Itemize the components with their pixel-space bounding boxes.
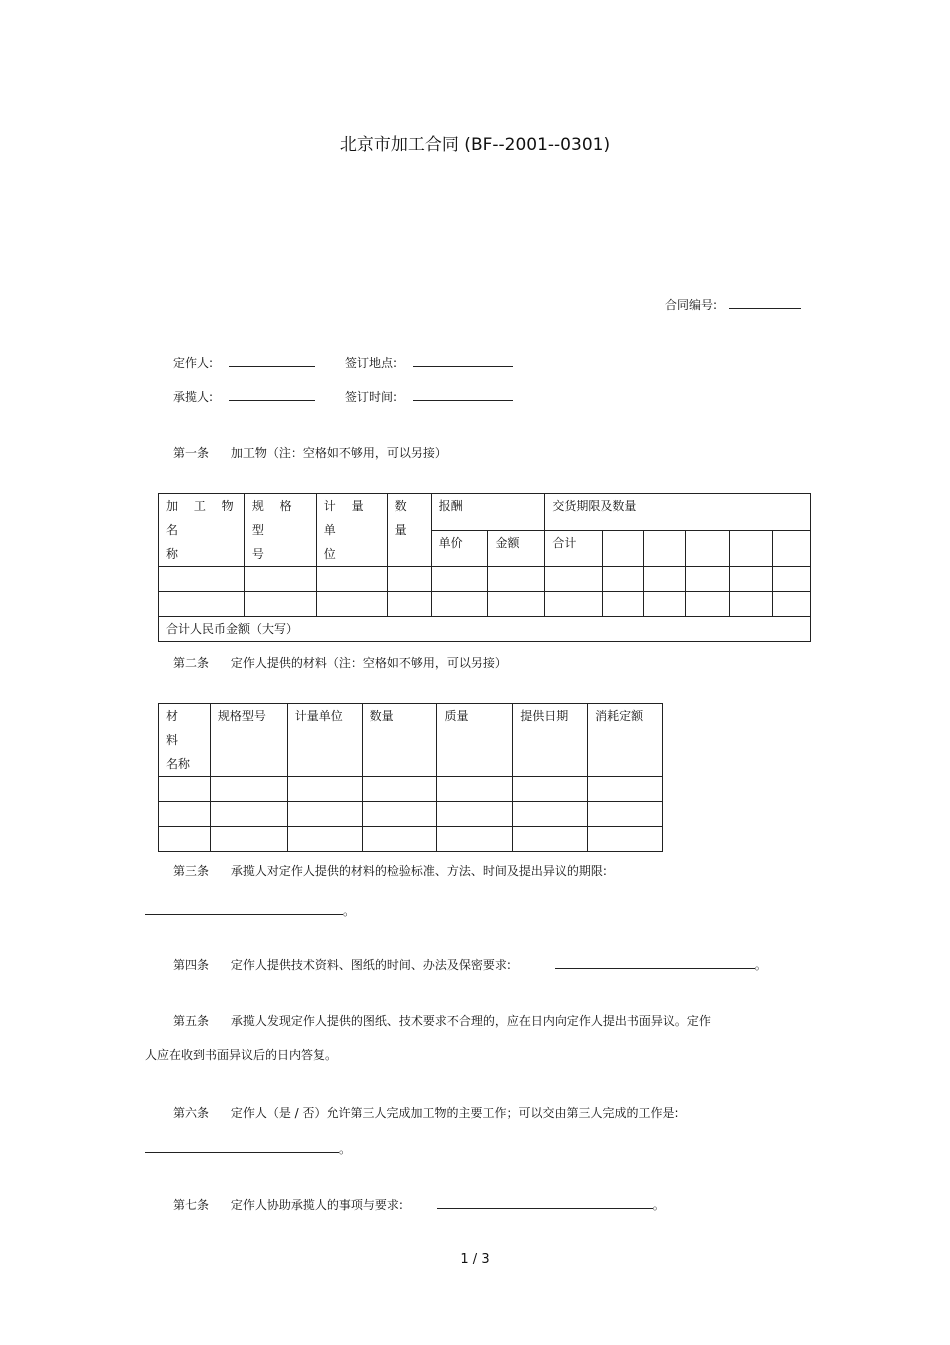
table-cell[interactable] bbox=[730, 567, 773, 592]
article-6-number: 第六条 bbox=[173, 1106, 210, 1120]
header-spec: 规 格 型 号 bbox=[244, 494, 316, 567]
table-cell[interactable] bbox=[244, 592, 316, 617]
table-cell[interactable] bbox=[686, 567, 730, 592]
table-cell[interactable] bbox=[644, 530, 686, 567]
header-unit-price: 单价 bbox=[431, 530, 488, 567]
table-cell[interactable] bbox=[437, 827, 513, 852]
article-1-text: 加工物（注：空格如不够用，可以另接） bbox=[230, 446, 447, 460]
table-row bbox=[159, 777, 663, 802]
article-4-blank[interactable] bbox=[555, 958, 755, 969]
article-7-number: 第七条 bbox=[173, 1198, 210, 1212]
signing-place-field bbox=[345, 354, 513, 371]
article-6-text: 定作人（是 / 否）允许第三人完成加工物的主要工作；可以交由第三人完成的工作是: bbox=[230, 1106, 679, 1120]
table-cell[interactable] bbox=[159, 802, 211, 827]
table-row bbox=[159, 567, 811, 592]
signing-place-blank[interactable] bbox=[413, 356, 513, 367]
header-consumption-quota: 消耗定额 bbox=[588, 704, 663, 777]
header-quantity: 数量 bbox=[362, 704, 437, 777]
document-title: 北京市加工合同 (BF--2001--0301) bbox=[339, 135, 611, 155]
table-cell[interactable] bbox=[287, 827, 362, 852]
table-cell[interactable] bbox=[772, 567, 810, 592]
header-unit: 计量单位 bbox=[287, 704, 362, 777]
table-cell[interactable] bbox=[730, 530, 773, 567]
article-5 bbox=[173, 1012, 711, 1029]
table-cell[interactable] bbox=[387, 567, 431, 592]
period: 。 bbox=[652, 1198, 665, 1212]
article-6-answer bbox=[145, 1140, 351, 1157]
table-cell[interactable] bbox=[588, 802, 663, 827]
table-cell[interactable] bbox=[686, 530, 730, 567]
period: 。 bbox=[339, 1142, 352, 1156]
ordering-party-label: 定作人: bbox=[173, 356, 214, 370]
article-4-text: 定作人提供技术资料、图纸的时间、办法及保密要求: bbox=[230, 958, 511, 972]
ordering-party-field bbox=[173, 354, 315, 371]
table-cell[interactable] bbox=[159, 592, 245, 617]
table-cell[interactable] bbox=[772, 592, 810, 617]
contractor-blank[interactable] bbox=[229, 390, 315, 401]
article-3-answer bbox=[145, 902, 355, 919]
table-cell[interactable] bbox=[772, 530, 810, 567]
article-7-blank[interactable] bbox=[437, 1198, 653, 1209]
table-cell[interactable] bbox=[159, 567, 245, 592]
table-cell[interactable] bbox=[287, 802, 362, 827]
contractor-field bbox=[173, 388, 315, 405]
table-cell[interactable] bbox=[603, 530, 644, 567]
table-cell[interactable] bbox=[513, 827, 588, 852]
article-7 bbox=[173, 1196, 665, 1213]
table-cell[interactable] bbox=[488, 567, 545, 592]
article-6-blank[interactable] bbox=[145, 1142, 339, 1153]
table-cell[interactable] bbox=[159, 827, 211, 852]
header-payment: 报酬 bbox=[431, 494, 545, 531]
article-3-text: 承揽人对定作人提供的材料的检验标准、方法、时间及提出异议的期限: bbox=[230, 864, 607, 878]
table-cell[interactable] bbox=[644, 592, 686, 617]
header-supply-date: 提供日期 bbox=[513, 704, 588, 777]
total-rmb-amount-row[interactable]: 合计人民币金额（大写） bbox=[159, 617, 811, 642]
article-4-number: 第四条 bbox=[173, 958, 210, 972]
article-3 bbox=[173, 862, 607, 879]
table-cell[interactable] bbox=[603, 592, 644, 617]
table-cell[interactable] bbox=[730, 592, 773, 617]
ordering-party-blank[interactable] bbox=[229, 356, 315, 367]
article-5-number: 第五条 bbox=[173, 1014, 210, 1028]
article-4 bbox=[173, 956, 767, 973]
table-cell[interactable] bbox=[316, 592, 387, 617]
signing-place-label: 签订地点: bbox=[345, 356, 398, 370]
table-cell[interactable] bbox=[362, 827, 437, 852]
article-3-number: 第三条 bbox=[173, 864, 210, 878]
table-cell[interactable] bbox=[545, 567, 603, 592]
article-6 bbox=[173, 1104, 679, 1121]
header-goods-name: 加 工 物 名 称 bbox=[159, 494, 245, 567]
table-cell[interactable] bbox=[362, 802, 437, 827]
signing-time-field bbox=[345, 388, 513, 405]
table-cell[interactable] bbox=[437, 777, 513, 802]
processed-goods-table bbox=[158, 493, 811, 642]
header-unit: 计 量 单 位 bbox=[316, 494, 387, 567]
table-cell[interactable] bbox=[210, 777, 287, 802]
table-cell[interactable] bbox=[316, 567, 387, 592]
table-cell[interactable] bbox=[431, 567, 488, 592]
table-cell[interactable] bbox=[159, 777, 211, 802]
header-material-name: 材 料 名称 bbox=[159, 704, 211, 777]
table-cell[interactable] bbox=[644, 567, 686, 592]
table-cell[interactable] bbox=[513, 802, 588, 827]
article-2-text: 定作人提供的材料（注：空格如不够用，可以另接） bbox=[230, 656, 507, 670]
table-row bbox=[159, 592, 811, 617]
article-2-number: 第二条 bbox=[173, 656, 210, 670]
table-cell[interactable] bbox=[287, 777, 362, 802]
article-7-text: 定作人协助承揽人的事项与要求: bbox=[230, 1198, 403, 1212]
header-quality: 质量 bbox=[437, 704, 513, 777]
table-cell[interactable] bbox=[362, 777, 437, 802]
header-total: 合计 bbox=[545, 530, 603, 567]
header-delivery: 交货期限及数量 bbox=[545, 494, 811, 531]
table-cell[interactable] bbox=[210, 802, 287, 827]
table-cell[interactable] bbox=[588, 777, 663, 802]
period: 。 bbox=[343, 904, 356, 918]
materials-table bbox=[158, 703, 663, 852]
table-cell[interactable] bbox=[488, 592, 545, 617]
article-5-text: 承揽人发现定作人提供的图纸、技术要求不合理的，应在日内向定作人提出书面异议。定作 bbox=[230, 1014, 711, 1028]
table-cell[interactable] bbox=[603, 567, 644, 592]
table-cell[interactable] bbox=[431, 592, 488, 617]
table-cell[interactable] bbox=[437, 802, 513, 827]
table-cell[interactable] bbox=[513, 777, 588, 802]
signing-time-blank[interactable] bbox=[413, 390, 513, 401]
contractor-label: 承揽人: bbox=[173, 390, 214, 404]
article-3-blank[interactable] bbox=[145, 904, 343, 915]
header-spec: 规格型号 bbox=[210, 704, 287, 777]
period: 。 bbox=[754, 958, 767, 972]
article-5-continued: 人应在收到书面异议后的日内答复。 bbox=[145, 1048, 338, 1062]
table-cell[interactable] bbox=[588, 827, 663, 852]
article-2 bbox=[173, 654, 507, 671]
contract-number-blank[interactable] bbox=[729, 298, 801, 309]
contract-number-field bbox=[665, 296, 801, 313]
article-1-number: 第一条 bbox=[173, 446, 210, 460]
contract-number-label: 合同编号: bbox=[665, 298, 718, 312]
header-quantity: 数 量 bbox=[387, 494, 431, 567]
table-cell[interactable] bbox=[210, 827, 287, 852]
table-cell[interactable] bbox=[244, 567, 316, 592]
table-row bbox=[159, 827, 663, 852]
table-cell[interactable] bbox=[387, 592, 431, 617]
table-cell[interactable] bbox=[686, 592, 730, 617]
table-cell[interactable] bbox=[545, 592, 603, 617]
signing-time-label: 签订时间: bbox=[345, 390, 398, 404]
article-1 bbox=[173, 444, 447, 461]
header-amount: 金额 bbox=[488, 530, 545, 567]
table-row bbox=[159, 802, 663, 827]
page-number: 1 / 3 bbox=[460, 1252, 490, 1267]
